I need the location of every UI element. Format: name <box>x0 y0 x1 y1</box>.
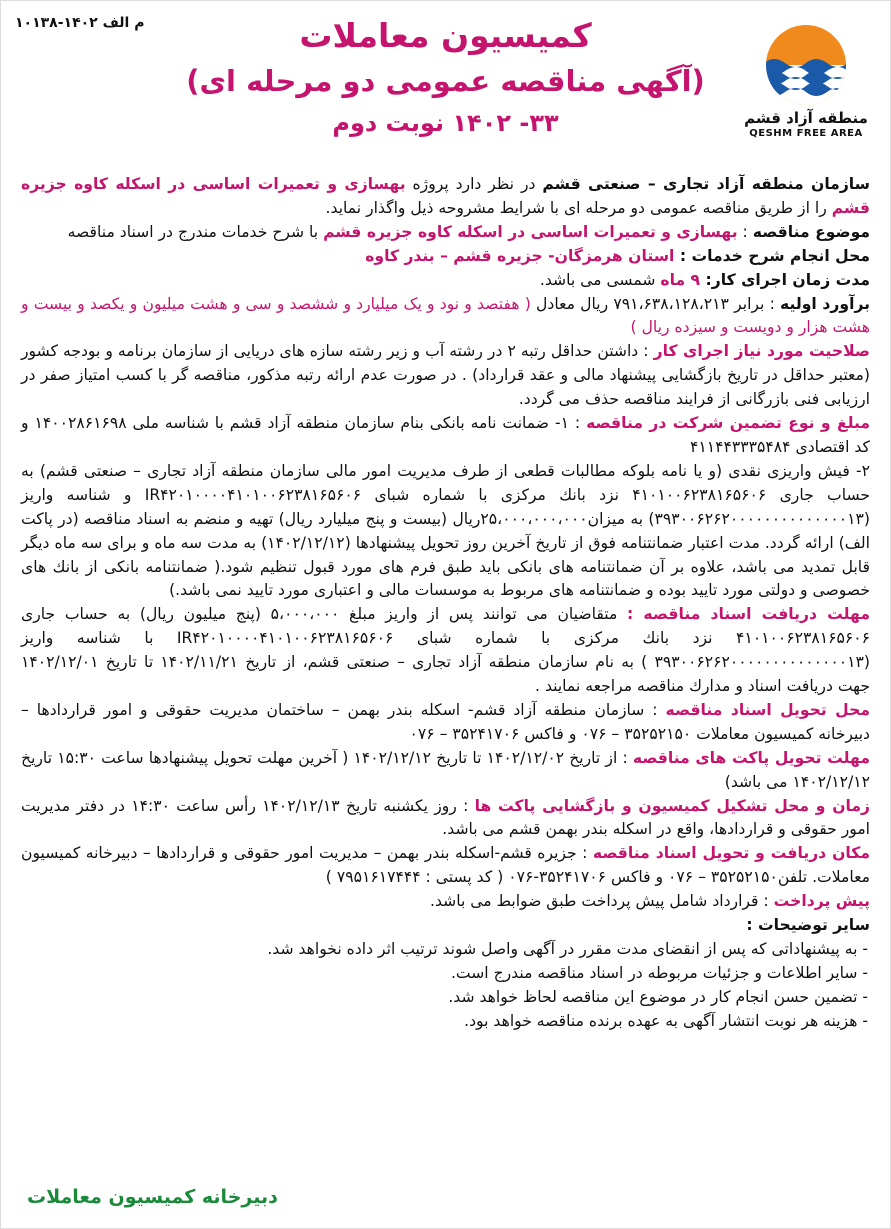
duration-suffix: شمسی می باشد. <box>539 270 661 289</box>
subject-paragraph: موضوع مناقصه : بهسازی و تعمیرات اساسی در اسکله کاوه جزیره قشم با شرح خدمات مندرج در اسناد مناقصه <box>67 222 870 241</box>
logo-name-fa: منطقه آزاد قشم <box>744 109 868 127</box>
notice-code-reference: م الف ۱۴۰۲-۱۰۱۳۸ <box>15 15 145 31</box>
location-label: محل انجام شرح خدمات : <box>679 246 870 265</box>
estimate-text: : برابر ۷۹۱،۶۳۸،۱۲۸،۲۱۳ ریال معادل <box>530 294 781 313</box>
doc-delivery-paragraph <box>21 699 870 747</box>
list-item: - به پیشنهاداتی که پس از انقضای مدت مقرر در آگهی واصل شوند ترتیب اثر داده نخواهد شد. <box>267 940 868 958</box>
qualification-paragraph <box>21 340 870 412</box>
estimate-words: ( هفتصد و نود و یک میلیارد و ششصد و سی و هشت میلیون و یکصد و بیست و هشت هزار و دویست و سیزده ریال ) <box>21 294 870 337</box>
prepayment-text: : قرارداد شامل پیش پرداخت طبق ضوابط می باشد. <box>430 892 774 911</box>
guarantee-paragraph <box>21 412 870 460</box>
page-title: کمیسیون معاملات <box>299 16 592 55</box>
intro-text-2: را از طریق مناقصه عمومی دو مرحله ای با شرایط مشروحه ذیل واگذار نماید. <box>325 198 832 217</box>
location-paragraph <box>21 245 870 269</box>
guarantee-label: مبلغ و نوع تضمین شرکت در مناقصه <box>586 414 870 433</box>
doc-delivery-label: محل تحویل اسناد مناقصه <box>665 700 870 719</box>
logo-name-en: QESHM FREE AREA <box>749 128 863 139</box>
intro-paragraph <box>21 173 870 221</box>
notice-subtitle: (آگهی مناقصه عمومی دو مرحله ای) <box>186 64 705 98</box>
opening-text: : روز یکشنبه تاریخ ۱۴۰۲/۱۲/۱۳ رأس ساعت ۱۴:۳۰ در دفتر مدیریت امور حقوقی و قراردادها، واقع در اسکله بندر بهمن قشم می باشد. <box>21 796 870 839</box>
doc-deadline-text: متقاضیان می توانند پس از واریز مبلغ ۵،۰۰۰،۰۰۰ (پنج میلیون ریال) به حساب جاری ۴۱۰۱۰۰۶۲۳۸۱۶۵۶۰۶ نزد بانك مرکزی با شماره شبای IR۴۲۰۱۰۰۰۰۴۱۰۱۰۰۶۲۳۸۱۶۵۶۰۶ با شناسه واریز (۳۹۳۰۰۶۲۶۲۰۰۰۰۰۰۰۰۰۰۰۰۰۰۱۳ ) به نام سازمان منطقه آزاد تجاری – صنعتی قشم، از تاریخ ۱۴۰۲/۱۱/۲۱ تا تاریخ ۱۴۰۲/۱۲/۰۱ جهت دریافت اسناد و مدارك مناقصه مراجعه نمایند . <box>21 605 870 696</box>
doc-deadline-paragraph <box>21 603 870 699</box>
envelope-deadline-label: مهلت تحویل پاکت های مناقصه <box>632 748 870 767</box>
qualification-label: صلاحیت مورد نیاز اجرای کار <box>653 342 870 361</box>
guarantee-text-2: ۲- فیش واریزی نقدی (و یا نامه بلوکه مطالبات قطعی از طرف مدیریت امور مالی سازمان منطقه آزاد تجاری – صنعتی قشم) به حساب جاری ۴۱۰۱۰۰۶۲۳۸۱۶۵۶۰۶ نزد بانك مرکزی با شماره شبای IR۴۲۰۱۰۰۰۰۴۱۰۱۰۰۶۲۳۸۱۶۵۶۰۶ و شناسه واریز (۳۹۳۰۰۶۲۶۲۰۰۰۰۰۰۰۰۰۰۰۰۰۰۱۳) به میزان۲۵،۰۰۰،۰۰۰،۰۰۰ریال (بیست و پنج میلیارد ریال) تهیه و منضم به اسناد مناقصه (در پاکت الف) ارائه گردد. مدت اعتبار ضمانتنامه فوق از تاریخ آخرین روز تحویل پیشنهادها (۱۴۰۲/۱۲/۱۲) به مدت سه ماه و برای سه ماه دیگر قابل تمدید می باشد، علاوه بر آن ضمانتنامه های بانکی باید طبق فرم های مورد قبول تنظیم شود.( ضمانتنامه بانکی از بانك های خصوصی و دولتی مورد تایید بوده و ضمانتنامه های مربوط به موسسات مالی و اعتباری مورد تایید نمی باشد.) <box>21 461 871 600</box>
tender-number-line <box>161 103 730 143</box>
subject-label: موضوع مناقصه <box>752 222 870 241</box>
notes-list <box>21 938 870 1034</box>
qeshm-logo-icon <box>764 23 848 107</box>
envelope-deadline-paragraph <box>21 747 870 795</box>
qualification-text: : داشتن حداقل رتبه ۲ در رشته آب و زیر رشته سازه های دریایی از سازمان برنامه و بودجه کشور (معتبر حداقل در تاریخ بازگشایی پیشنهاد مالی و عقد قرارداد) . در صورت عدم ارائه رتبه مذکور، مناقصه گر با کسب امتیاز صفر در ارزیابی فنی بازرگانی از فرایند مناقصه حذف می گردد. <box>21 342 870 409</box>
opening-paragraph <box>21 795 870 843</box>
org-name: سازمان منطقه آزاد تجاری – صنعتی قشم <box>542 175 870 193</box>
estimate-paragraph <box>21 293 870 341</box>
tender-number: ۳۳- ۱۴۰۲ <box>452 109 559 137</box>
prepayment-paragraph <box>21 890 870 914</box>
list-item: - تضمین حسن انجام کار در موضوع این مناقصه لحاظ خواهد شد. <box>448 987 868 1006</box>
doc-deadline-label: مهلت دریافت اسناد مناقصه : <box>627 605 870 624</box>
guarantee-paragraph-2 <box>21 460 870 603</box>
delivery-place-text: : جزیره قشم-اسکله بندر بهمن – مدیریت امور حقوقی و قراردادها – دبیرخانه کمیسیون معاملات. تلفن۳۵۲۵۲۱۵۰ – ۰۷۶ و فاکس ۳۵۲۴۱۷۰۶-۰۷۶ ( کد پستی : ۷۹۵۱۶۱۷۴۴۴ ) <box>21 844 870 887</box>
project-name: بهسازی و تعمیرات اساسی در اسکله کاوه جزیره قشم <box>21 175 870 217</box>
doc-delivery-text: : سازمان منطقه آزاد قشم- اسکله بندر بهمن – ساختمان مدیریت حقوقی و امور قراردادها – دبیرخانه کمیسیون معاملات ۳۵۲۵۲۱۵۰ – ۰۷۶ و فاکس ۳۵۲۴۱۷۰۶ – ۰۷۶ <box>21 700 870 743</box>
duration-months: ۹ ماه <box>660 270 706 289</box>
subject-value: بهسازی و تعمیرات اساسی در اسکله کاوه جزیره قشم <box>323 222 738 241</box>
opening-label: زمان و محل تشکیل کمیسیون و بازگشایی پاکت ها <box>474 796 871 815</box>
notice-body <box>21 173 870 1034</box>
estimate-label: برآورد اولیه <box>780 294 870 313</box>
notes-heading <box>21 914 870 938</box>
guarantee-text-1: : ۱- ضمانت نامه بانکی بنام سازمان منطقه آزاد قشم با شناسه ملی ۱۴۰۰۲۸۶۱۶۹۸ و کد اقتصادی ۴۱۱۴۴۳۳۳۵۴۸۴ <box>21 414 870 456</box>
footer-signature: دبیرخانه کمیسیون معاملات <box>27 1186 278 1208</box>
subject-suffix: با شرح خدمات مندرج در اسناد مناقصه <box>67 222 324 241</box>
notice-header <box>161 13 730 143</box>
delivery-place-paragraph <box>21 842 870 890</box>
prepayment-label: پیش پرداخت <box>773 892 870 911</box>
envelope-deadline-text: : از تاریخ ۱۴۰۲/۱۲/۰۲ تا تاریخ ۱۴۰۲/۱۲/۱۲ ( آخرین مهلت تحویل پیشنهادها ساعت ۱۵:۳۰ تاریخ ۱۴۰۲/۱۲/۱۲ می باشد) <box>21 748 870 791</box>
qeshm-free-area-logo <box>736 23 876 153</box>
round-label: نوبت دوم <box>332 109 445 137</box>
delivery-place-label: مکان دریافت و تحویل اسناد مناقصه <box>592 844 870 863</box>
list-item: - سایر اطلاعات و جزئیات مربوطه در اسناد مناقصه مندرج است. <box>450 963 868 982</box>
intro-text-1: در نظر دارد پروژه <box>405 175 543 193</box>
duration-label: مدت زمان اجرای کار: <box>705 270 870 289</box>
list-item: - هزینه هر نوبت انتشار آگهی به عهده برنده مناقصه خواهد بود. <box>464 1011 868 1030</box>
location-value: استان هرمزگان- جزیره قشم – بندر کاوه <box>365 246 680 265</box>
duration-paragraph <box>21 269 870 293</box>
notes-label: سایر توضیحات : <box>746 916 870 935</box>
